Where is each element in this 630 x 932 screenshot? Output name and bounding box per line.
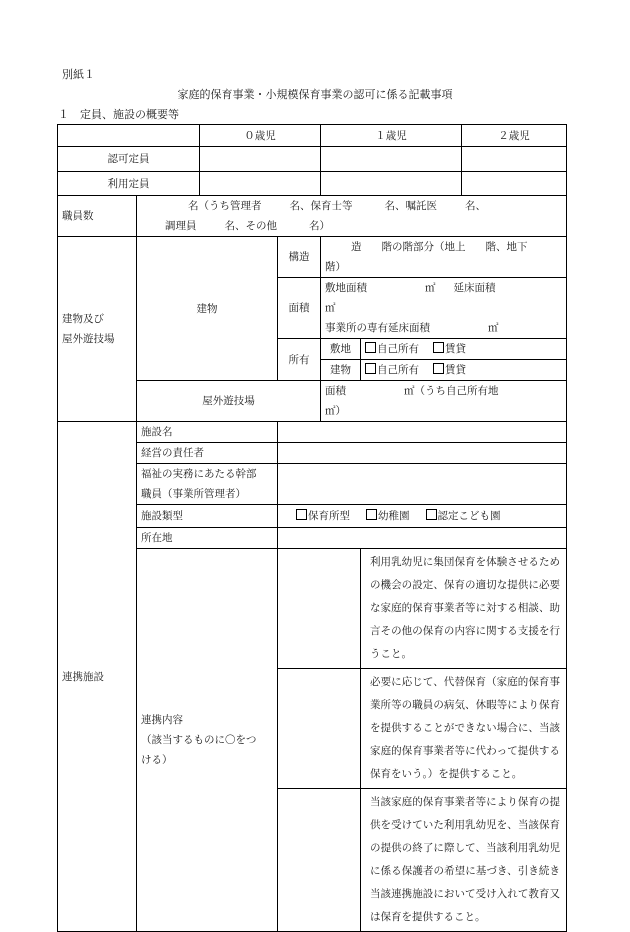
- ownership-label: 所有: [278, 339, 321, 381]
- staff-label: 職員数: [58, 196, 137, 237]
- building-label-line1: 建物及び: [62, 313, 104, 325]
- approved-age1-cell[interactable]: [321, 147, 462, 172]
- staff-text-3: 名、嘱託医: [384, 200, 437, 212]
- content-mark-cell-3[interactable]: [278, 789, 361, 932]
- col-age2: ２歳児: [462, 125, 567, 147]
- playground-end: ㎡）: [325, 405, 346, 417]
- building-owned-option[interactable]: [365, 364, 419, 376]
- site-rent-option[interactable]: [433, 343, 466, 355]
- welfare-officer-line1: 福祉の実務にあたる幹部: [141, 468, 257, 480]
- type-nursery-option[interactable]: [296, 510, 350, 522]
- site-rent-label: 賃貸: [445, 343, 466, 355]
- floor-area-label: 延床面積: [453, 282, 496, 294]
- capacity-row-usage: [58, 172, 567, 196]
- playground-area-label: 面積: [325, 385, 346, 397]
- facility-name-cell[interactable]: [278, 422, 567, 443]
- facility-name-label: 施設名: [137, 422, 278, 443]
- exclusive-area-unit: ㎡: [488, 322, 499, 334]
- type-certified-label: 認定こども園: [437, 510, 501, 522]
- ownership-site-label: 敷地: [321, 339, 361, 360]
- playground-own-text: ㎡（うち自己所有地: [404, 385, 499, 397]
- area-cell[interactable]: [321, 278, 567, 339]
- site-owned-checkbox[interactable]: [365, 342, 376, 353]
- type-certified-checkbox[interactable]: [426, 509, 437, 520]
- welfare-officer-line2: 職員（事業所管理者）: [141, 488, 246, 500]
- approved-age0-cell[interactable]: [200, 147, 321, 172]
- staff-text-6: 名、その他: [224, 220, 277, 232]
- form-table: [57, 124, 567, 932]
- building-label-line2: 屋外遊技場: [62, 333, 115, 345]
- welfare-officer-cell[interactable]: [278, 464, 567, 505]
- ownership-building-label: 建物: [321, 360, 361, 381]
- exclusive-area-label: 事業所の専有延床面積: [325, 322, 430, 334]
- staff-text-2: 名、保育士等: [289, 200, 353, 212]
- staff-text-7: 名）: [309, 220, 330, 232]
- staff-row: [58, 196, 567, 237]
- structure-cell[interactable]: [321, 237, 567, 278]
- playground-label: 屋外遊技場: [137, 381, 321, 422]
- col-age0: ０歳児: [200, 125, 321, 147]
- manager-cell[interactable]: [278, 443, 567, 464]
- content-label-line2: （該当するものに〇をつ: [141, 734, 257, 746]
- content-mark-cell-2[interactable]: [278, 669, 361, 789]
- row-approved-capacity: 認可定員: [58, 147, 200, 172]
- building-label: [58, 237, 137, 422]
- area-label: 面積: [278, 278, 321, 339]
- content-item-1: [361, 549, 567, 669]
- playground-cell[interactable]: [321, 381, 567, 422]
- location-label: 所在地: [137, 528, 278, 549]
- manager-label: 経営の責任者: [137, 443, 278, 464]
- ownership-site-options: [361, 339, 567, 360]
- usage-age2-cell[interactable]: [462, 172, 567, 196]
- facility-type-label: 施設類型: [137, 505, 278, 528]
- site-rent-checkbox[interactable]: [433, 342, 444, 353]
- building-owned-label: 自己所有: [377, 364, 419, 376]
- type-kindergarten-checkbox[interactable]: [366, 509, 377, 520]
- content-item-2: [361, 669, 567, 789]
- structure-text-1: 造: [351, 241, 362, 253]
- type-nursery-checkbox[interactable]: [296, 509, 307, 520]
- site-area-label: 敷地面積: [325, 282, 367, 294]
- staff-text-4: 名、: [465, 200, 486, 212]
- capacity-corner-cell: [58, 125, 200, 147]
- structure-row: [58, 237, 567, 278]
- facility-type-options: [278, 505, 567, 528]
- content-item-2-text: 必要に応じて、代替保育（家庭的保育事業所等の職員の病気、休暇等により保育を提供することができない場合に、当該家庭的保育事業者等に代わって提供する保育をいう。）を提供すること。: [370, 676, 560, 780]
- content-label: [137, 549, 278, 932]
- content-label-line3: ける）: [141, 754, 173, 766]
- linked-facility-label: 連携施設: [58, 422, 137, 932]
- structure-text-4: 階）: [325, 261, 346, 273]
- site-area-unit: ㎡: [425, 282, 436, 294]
- capacity-row-approved: [58, 147, 567, 172]
- location-cell[interactable]: [278, 528, 567, 549]
- content-mark-cell-1[interactable]: [278, 549, 361, 669]
- content-label-line1: 連携内容: [141, 714, 183, 726]
- capacity-header-row: [58, 125, 567, 147]
- site-owned-option[interactable]: [365, 343, 419, 355]
- approved-age2-cell[interactable]: [462, 147, 567, 172]
- usage-age1-cell[interactable]: [321, 172, 462, 196]
- structure-text-3: 階、地下: [485, 241, 528, 253]
- building-rent-checkbox[interactable]: [433, 363, 444, 374]
- structure-label: 構造: [278, 237, 321, 278]
- content-item-3-text: 当該家庭的保育事業者等により保育の提供を受けていた利用乳幼児を、当該保育の提供の終了に際して、当該利用乳幼児に係る保護者の希望に基づき、引き続き当該連携施設において受け入れて教育又は保育を提供すること。: [370, 796, 560, 923]
- floor-area-unit: ㎡: [325, 302, 336, 314]
- welfare-officer-label: [137, 464, 278, 505]
- linked-name-row: [58, 422, 567, 443]
- col-age1: １歳児: [321, 125, 462, 147]
- annex-label: 別紙１: [62, 68, 95, 81]
- document-title: 家庭的保育事業・小規模保育事業の認可に係る記載事項: [177, 88, 453, 101]
- type-kindergarten-label: 幼稚園: [378, 510, 410, 522]
- section-heading: １ 定員、施設の概要等: [58, 108, 179, 121]
- row-usage-capacity: 利用定員: [58, 172, 200, 196]
- structure-text-2: 階の階部分（地上: [381, 241, 466, 253]
- usage-age0-cell[interactable]: [200, 172, 321, 196]
- staff-text-5: 調理員: [165, 220, 197, 232]
- type-kindergarten-option[interactable]: [366, 510, 410, 522]
- type-nursery-label: 保育所型: [308, 510, 350, 522]
- content-item-3: [361, 789, 567, 932]
- staff-count-cell[interactable]: [137, 196, 567, 237]
- type-certified-option[interactable]: [426, 510, 501, 522]
- building-owned-checkbox[interactable]: [365, 363, 376, 374]
- building-rent-option[interactable]: [433, 364, 466, 376]
- staff-text-1: 名（うち管理者: [188, 200, 262, 212]
- building-rent-label: 賃貸: [445, 364, 466, 376]
- building-sublabel: 建物: [137, 237, 278, 381]
- ownership-building-options: [361, 360, 567, 381]
- content-item-1-text: 利用乳幼児に集団保育を体験させるための機会の設定、保育の適切な提供に必要な家庭的保育事業者等に対する相談、助言その他の保育の内容に関する支援を行うこと。: [370, 556, 560, 660]
- site-owned-label: 自己所有: [377, 343, 419, 355]
